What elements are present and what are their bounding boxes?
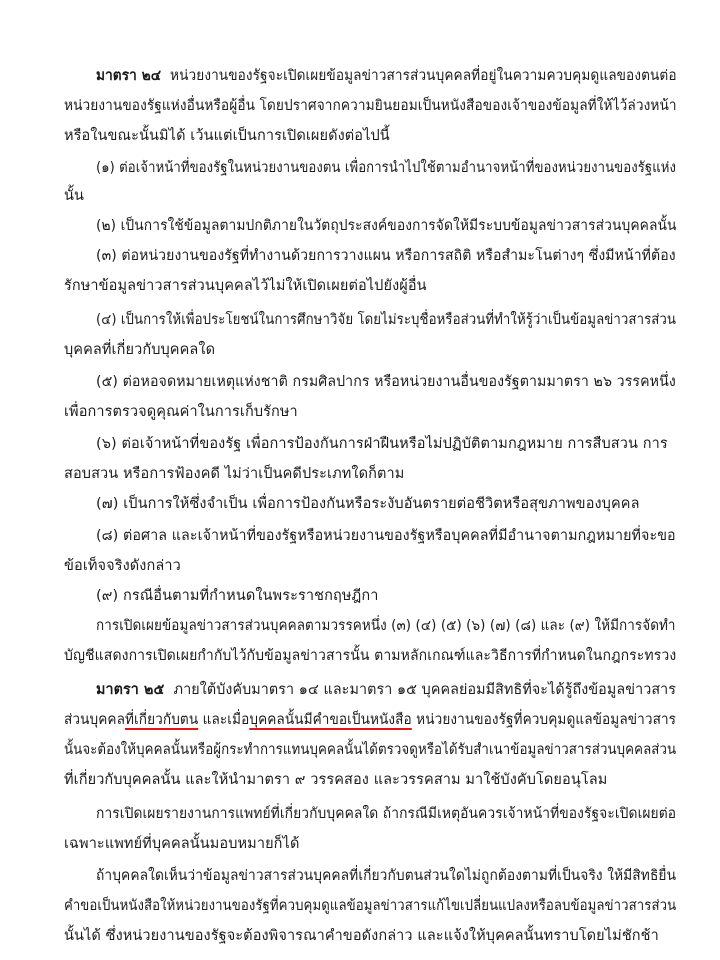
section-25-para-3-line-2: คำขอเป็นหนังสือให้หน่วยงานของรัฐที่ควบคุมดูแลข้อมูลข่าวสารแก้ไขเปลี่ยนแปลงหรือลบข้อมูลข่าวสารส่วน: [64, 898, 677, 914]
section-24-line-2: หน่วยงานของรัฐแห่งอื่นหรือผู้อื่น โดยปราศจากความยินยอมเป็นหนังสือของเจ้าของข้อมูลที่ให้ไว้ล่วงหน้า: [64, 98, 677, 114]
text-segment: ส่วนบุคคล: [64, 712, 125, 728]
item-2: (๒) เป็นการใช้ข้อมูลตามปกติภายในวัตถุประสงค์ของการจัดให้มีระบบข้อมูลข่าวสารส่วนบุคคลนั้น: [96, 218, 677, 234]
section-25-para-3-line-3: นั้นได้ ซึ่งหน่วยงานของรัฐจะต้องพิจารณาคำขอดังกล่าว และแจ้งให้บุคคลนั้นทราบโดยไม่ชักช้า: [64, 928, 659, 944]
underlined-phrase-about-self: ที่เกี่ยวกับตน: [124, 712, 199, 728]
item-1-line-2: นั้น: [64, 188, 85, 204]
section-25-line-1: [96, 680, 676, 700]
item-3-line-2: รักษาข้อมูลข่าวสารส่วนบุคคลไว้ไม่ให้เปิดเผยต่อไปยังผู้อื่น: [64, 278, 427, 294]
section-25-para-2-line-2: เฉพาะแพทย์ที่บุคคลนั้นมอบหมายก็ได้: [64, 836, 300, 852]
section-24-para-2-line-1: การเปิดเผยข้อมูลข่าวสารส่วนบุคคลตามวรรคหนึ่ง (๓) (๔) (๕) (๖) (๗) (๘) และ (๙) ให้มีการจัดทำ: [96, 618, 676, 634]
item-4-line-1: (๔) เป็นการให้เพื่อประโยชน์ในการศึกษาวิจัย โดยไม่ระบุชื่อหรือส่วนที่ทำให้รู้ว่าเป็นข้อมูลข่าวสารส่วน: [96, 312, 677, 328]
section-25-para-3-line-1: ถ้าบุคคลใดเห็นว่าข้อมูลข่าวสารส่วนบุคคลที่เกี่ยวกับตนส่วนใดไม่ถูกต้องตามที่เป็นจริง ให้มีสิทธิยื่น: [96, 868, 677, 884]
item-4-line-2: บุคคลที่เกี่ยวกับบุคคลใด: [64, 342, 216, 358]
item-7: (๗) เป็นการให้ซึ่งจำเป็น เพื่อการป้องกันหรือระงับอันตรายต่อชีวิตหรือสุขภาพของบุคคล: [96, 496, 640, 512]
section-24-text: หน่วยงานของรัฐจะเปิดเผยข้อมูลข่าวสารส่วนบุคคลที่อยู่ในความควบคุมดูแลของตนต่อ: [170, 68, 677, 84]
section-24-line-3: หรือในขณะนั้นมิได้ เว้นแต่เป็นการเปิดเผยดังต่อไปนี้: [64, 128, 390, 144]
text-segment: หน่วยงานของรัฐที่ควบคุมดูแลข้อมูลข่าวสาร: [411, 712, 677, 728]
item-5-line-2: เพื่อการตรวจดูคุณค่าในการเก็บรักษา: [64, 404, 298, 420]
item-6-line-1: (๖) ต่อเจ้าหน้าที่ของรัฐ เพื่อการป้องกันการฝ่าฝืนหรือไม่ปฏิบัติตามกฎหมาย การสืบสวน การ: [96, 436, 668, 452]
item-6-line-2: สอบสวน หรือการฟ้องคดี ไม่ว่าเป็นคดีประเภทใดก็ตาม: [64, 466, 405, 482]
item-5-line-1: (๕) ต่อหอจดหมายเหตุแห่งชาติ กรมศิลปากร หรือหน่วยงานอื่นของรัฐตามมาตรา ๒๖ วรรคหนึ่ง: [96, 374, 676, 390]
section-24-para-2-line-2: บัญชีแสดงการเปิดเผยกำกับไว้กับข้อมูลข่าวสารนั้น ตามหลักเกณฑ์และวิธีการที่กำหนดในกฎกระทรวง: [64, 648, 677, 664]
text-segment: และเมื่อ: [198, 712, 250, 728]
section-25-para-2-line-1: การเปิดเผยรายงานการแพทย์ที่เกี่ยวกับบุคคลใด ถ้ากรณีมีเหตุอันควรเจ้าหน้าที่ของรัฐจะเปิดเผยต่อ: [96, 806, 677, 822]
section-25-label: มาตรา ๒๕: [96, 682, 165, 698]
item-8-line-2: ข้อเท็จจริงดังกล่าว: [64, 558, 181, 574]
underlined-phrase-written-request: บุคคลนั้นมีคำขอเป็นหนังสือ: [249, 712, 412, 728]
section-24-label: มาตรา ๒๔: [96, 68, 162, 84]
item-3-line-1: (๓) ต่อหน่วยงานของรัฐที่ทำงานด้วยการวางแผน หรือการสถิติ หรือสำมะโนต่างๆ ซึ่งมีหน้าที่ต้อง: [96, 248, 676, 264]
item-9: (๙) กรณีอื่นตามที่กำหนดในพระราชกฤษฎีกา: [96, 588, 379, 604]
section-25-line-3: นั้นจะต้องให้บุคคลนั้นหรือผู้กระทำการแทนบุคคลนั้นได้ตรวจดูหรือได้รับสำเนาข้อมูลข่าวสารส่วนบุคคลส่วน: [64, 742, 677, 758]
item-8-line-1: (๘) ต่อศาล และเจ้าหน้าที่ของรัฐหรือหน่วยงานของรัฐหรือบุคคลที่มีอำนาจตามกฎหมายที่จะขอ: [96, 528, 676, 544]
section-24-line-1: [96, 66, 677, 86]
section-25-line-4: ที่เกี่ยวกับบุคคลนั้น และให้นำมาตรา ๙ วรรคสอง และวรรคสาม มาใช้บังคับโดยอนุโลม: [64, 772, 608, 788]
section-25-text: ภายใต้บังคับมาตรา ๑๔ และมาตรา ๑๕ บุคคลย่อมมีสิทธิที่จะได้รู้ถึงข้อมูลข่าวสาร: [173, 682, 677, 698]
item-1-line-1: (๑) ต่อเจ้าหน้าที่ของรัฐในหน่วยงานของตน เพื่อการนำไปใช้ตามอำนาจหน้าที่ของหน่วยงานของรัฐแห่ง: [96, 160, 677, 176]
section-25-line-2: [64, 710, 676, 730]
